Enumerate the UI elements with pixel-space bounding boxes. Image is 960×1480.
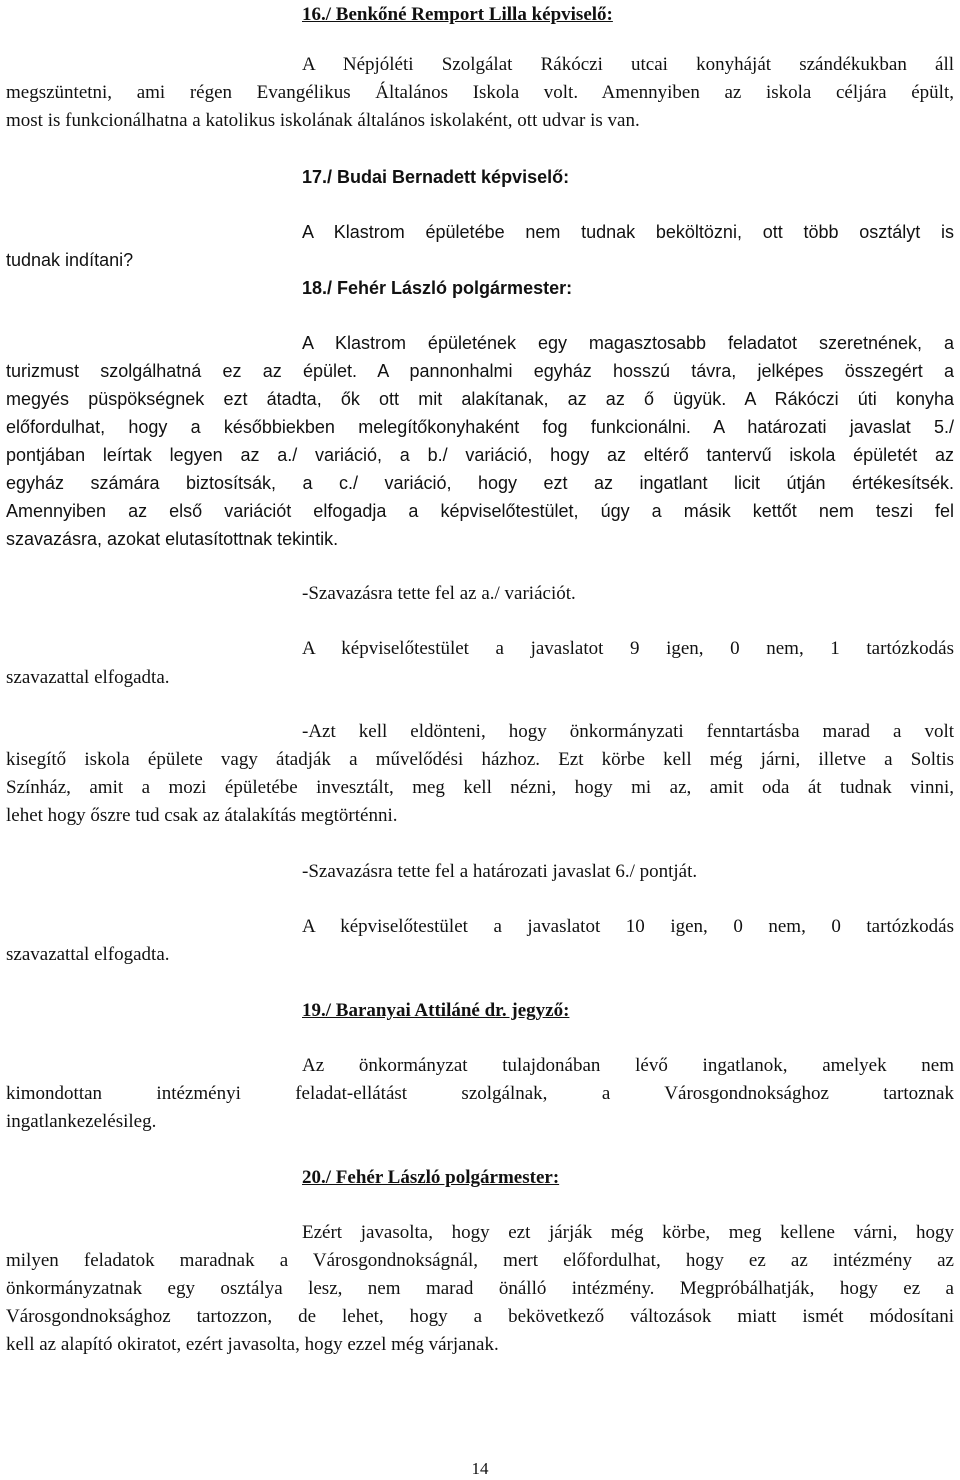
paragraph-20-line-2: milyen feladatok maradnak a Városgondnokságnál, mert előfordulhat, hogy ez az intézmény az: [6, 1250, 954, 1271]
paragraph-17-line-2: tudnak indítani?: [6, 250, 134, 270]
paragraph-16-line-2: megszüntetni, ami régen Evangélikus Általános Iskola volt. Amennyiben az iskola céljára épült,: [6, 82, 954, 103]
paragraph-20-line-4: Városgondnoksághoz tartozzon, de lehet, hogy a bekövetkező változások miatt ismét módosítani: [6, 1306, 954, 1327]
heading-16: 16./ Benkőné Remport Lilla képviselő:: [302, 4, 613, 25]
paragraph-18-line-1: A Klastrom épületének egy magasztosabb feladatot szeretnének, a: [302, 333, 954, 353]
paragraph-17-line-1: A Klastrom épületébe nem tudnak beköltözni, ott több osztályt is: [302, 222, 954, 242]
vote-2-result-line-2: szavazattal elfogadta.: [6, 944, 170, 965]
vote-2-motion: -Szavazásra tette fel a határozati javaslat 6./ pontját.: [302, 861, 698, 882]
paragraph-18-line-2: turizmust szolgálhatná ez az épület. A pannonhalmi egyház hosszú távra, jelképes összegért a: [6, 361, 954, 381]
paragraph-18-line-5: pontjában leírtak legyen az a./ variáció, a b./ variáció, hogy az eltérő tantervű iskola épületét az: [6, 445, 954, 465]
paragraph-18b-line-1: -Azt kell eldönteni, hogy önkormányzati fenntartásba marad a volt: [302, 721, 954, 742]
paragraph-16-line-3: most is funkcionálhatna a katolikus iskolának általános iskolaként, ott udvar is van.: [6, 110, 640, 131]
paragraph-19-line-1: Az önkormányzat tulajdonában lévő ingatlanok, amelyek nem: [302, 1055, 954, 1076]
paragraph-18b-line-4: lehet hogy őszre tud csak az átalakítás megtörténni.: [6, 805, 398, 826]
paragraph-20-line-1: Ezért javasolta, hogy ezt járják még körbe, meg kellene várni, hogy: [302, 1222, 954, 1243]
vote-2-result-line-1: A képviselőtestület a javaslatot 10 igen, 0 nem, 0 tartózkodás: [302, 916, 954, 937]
heading-20: 20./ Fehér László polgármester:: [302, 1167, 560, 1188]
paragraph-19-line-2: kimondottan intézményi feladat-ellátást szolgálnak, a Városgondnoksághoz tartoznak: [6, 1083, 954, 1104]
paragraph-18b-line-2: kisegítő iskola épülete vagy átadják a művelődési házhoz. Ezt körbe kell még járni, illetve a Soltis: [6, 749, 954, 770]
vote-1-motion: -Szavazásra tette fel az a./ variációt.: [302, 583, 576, 604]
paragraph-20-line-3: önkormányzatnak egy osztálya lesz, nem marad önálló intézmény. Megpróbálhatják, hogy ez a: [6, 1278, 954, 1299]
paragraph-20-line-5: kell az alapító okiratot, ezért javasolta, hogy ezzel még várjanak.: [6, 1334, 499, 1355]
paragraph-18-line-7: Amennyiben az első variációt elfogadja a képviselőtestület, úgy a másik kettőt nem teszi fel: [6, 501, 954, 521]
vote-1-result-line-2: szavazattal elfogadta.: [6, 667, 170, 688]
heading-18: 18./ Fehér László polgármester:: [302, 278, 573, 298]
vote-1-result-line-1: A képviselőtestület a javaslatot 9 igen, 0 nem, 1 tartózkodás: [302, 638, 954, 659]
paragraph-16-line-1: A Népjóléti Szolgálat Rákóczi utcai konyháját szándékukban áll: [302, 54, 954, 75]
paragraph-18-line-8: szavazásra, azokat elutasítottnak tekintik.: [6, 529, 339, 549]
heading-17: 17./ Budai Bernadett képviselő:: [302, 167, 570, 187]
paragraph-19-line-3: ingatlankezelésileg.: [6, 1111, 157, 1132]
page-number: 14: [471, 1459, 489, 1478]
paragraph-18-line-6: egyház számára biztosítsák, a c./ variáció, hogy ezt az ingatlant licit útján értékesítsék.: [6, 473, 954, 493]
heading-19: 19./ Baranyai Attiláné dr. jegyző:: [302, 1000, 570, 1021]
paragraph-18-line-3: megyés püspökségnek ezt átadta, ők ott mit alakítanak, az az ő ügyük. A Rákóczi úti konyha: [6, 389, 954, 409]
paragraph-18-line-4: előfordulhat, hogy a későbbiekben melegítőkonyhaként fog funkcionálni. A határozati javaslat 5./: [6, 417, 954, 437]
paragraph-18b-line-3: Színház, amit a mozi épületébe invesztált, meg kell nézni, hogy mi az, amit oda át tudnak vinni,: [6, 777, 954, 798]
